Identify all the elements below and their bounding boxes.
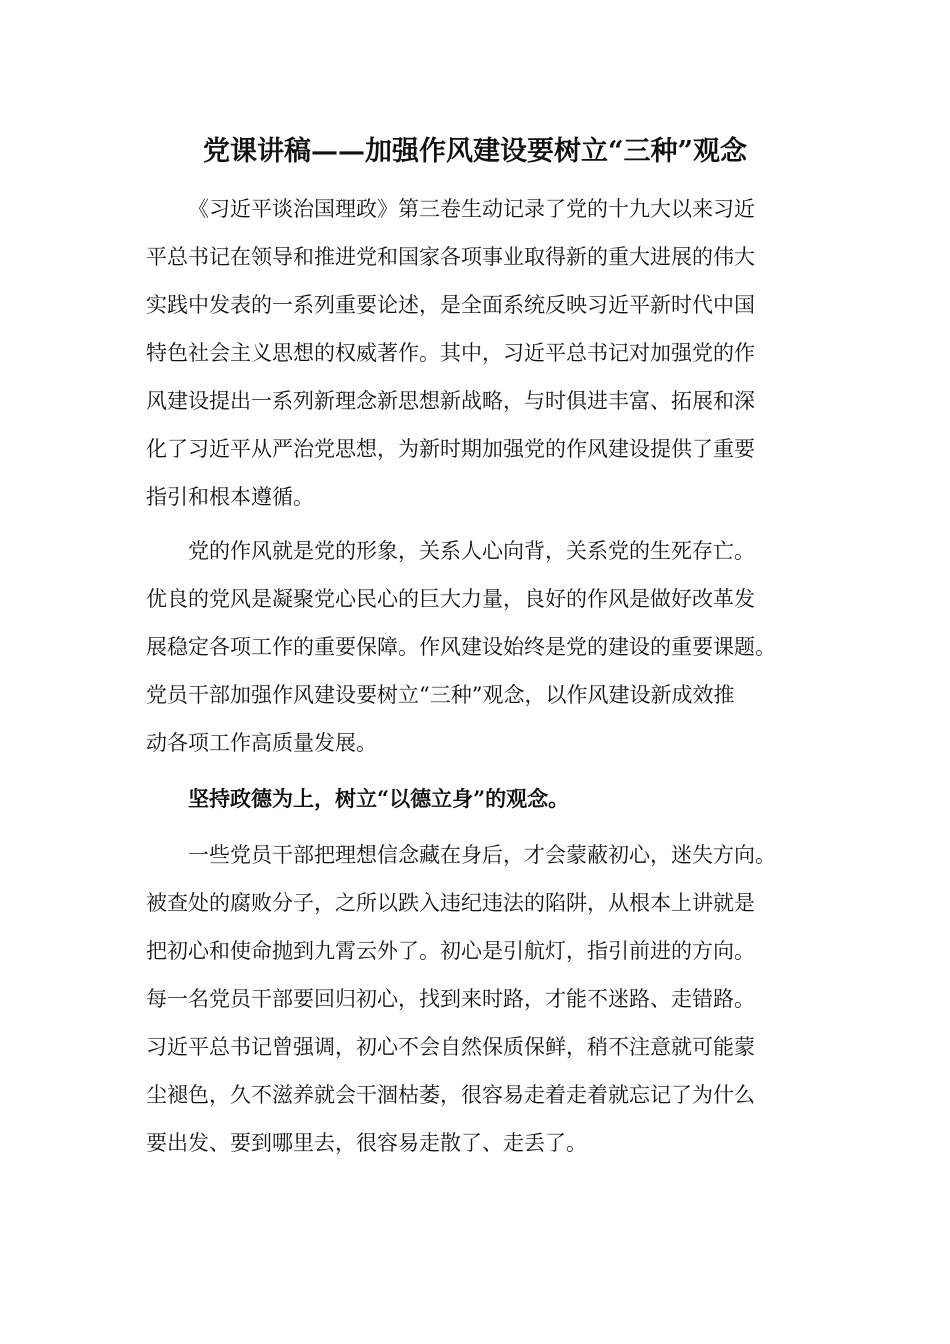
paragraph-line: 一些党员干部把理想信念藏在身后，才会蒙蔽初心，迷失方向。 (188, 843, 776, 867)
paragraph-line: 党员干部加强作风建设要树立“三种”观念，以作风建设新成效推 (146, 683, 735, 707)
paragraph-line: 动各项工作高质量发展。 (146, 731, 377, 755)
paragraph-line: 要出发、要到哪里去，很容易走散了、走丢了。 (146, 1131, 587, 1155)
paragraph-intro (146, 185, 816, 521)
paragraph-line: 风建设提出一系列新理念新思想新战略，与时俱进丰富、拓展和深 (146, 389, 755, 413)
paragraph-line: 实践中发表的一系列重要论述，是全面系统反映习近平新时代中国 (146, 293, 755, 317)
paragraph-line: 被查处的腐败分子，之所以跌入违纪违法的陷阱，从根本上讲就是 (146, 891, 755, 915)
paragraph-line: 尘褪色，久不滋养就会干涸枯萎，很容易走着走着就忘记了为什么 (146, 1083, 755, 1107)
section-heading-text: 坚持政德为上，树立“以德立身”的观念。 (188, 786, 570, 811)
paragraph-line: 特色社会主义思想的权威著作。其中，习近平总书记对加强党的作 (146, 341, 755, 365)
paragraph-line: 指引和根本遵循。 (146, 485, 314, 509)
paragraph-line: 党的作风就是党的形象，关系人心向背，关系党的生死存亡。 (188, 539, 755, 563)
document-title: 党课讲稿——加强作风建设要树立“三种”观念 (202, 136, 748, 167)
paragraph-line: 平总书记在领导和推进党和国家各项事业取得新的重大进展的伟大 (146, 245, 755, 269)
paragraph-line: 展稳定各项工作的重要保障。作风建设始终是党的建设的重要课题。 (146, 635, 776, 659)
paragraph-line: 把初心和使命抛到九霄云外了。初心是引航灯，指引前进的方向。 (146, 939, 755, 963)
paragraph-line: 每一名党员干部要回归初心，找到来时路，才能不迷路、走错路。 (146, 987, 755, 1011)
paragraph-line: 优良的党风是凝聚党心民心的巨大力量，良好的作风是做好改革发 (146, 587, 755, 611)
paragraph-line: 《习近平谈治国理政》第三卷生动记录了党的十九大以来习近 (188, 197, 755, 221)
section-heading (146, 775, 816, 823)
paragraph-original-aspiration (146, 831, 816, 1167)
document-body (146, 185, 816, 1167)
paragraph-line: 习近平总书记曾强调，初心不会自然保质保鲜，稍不注意就可能蒙 (146, 1035, 755, 1059)
paragraph-line: 化了习近平从严治党思想，为新时期加强党的作风建设提供了重要 (146, 437, 755, 461)
paragraph-party-style (146, 527, 816, 767)
